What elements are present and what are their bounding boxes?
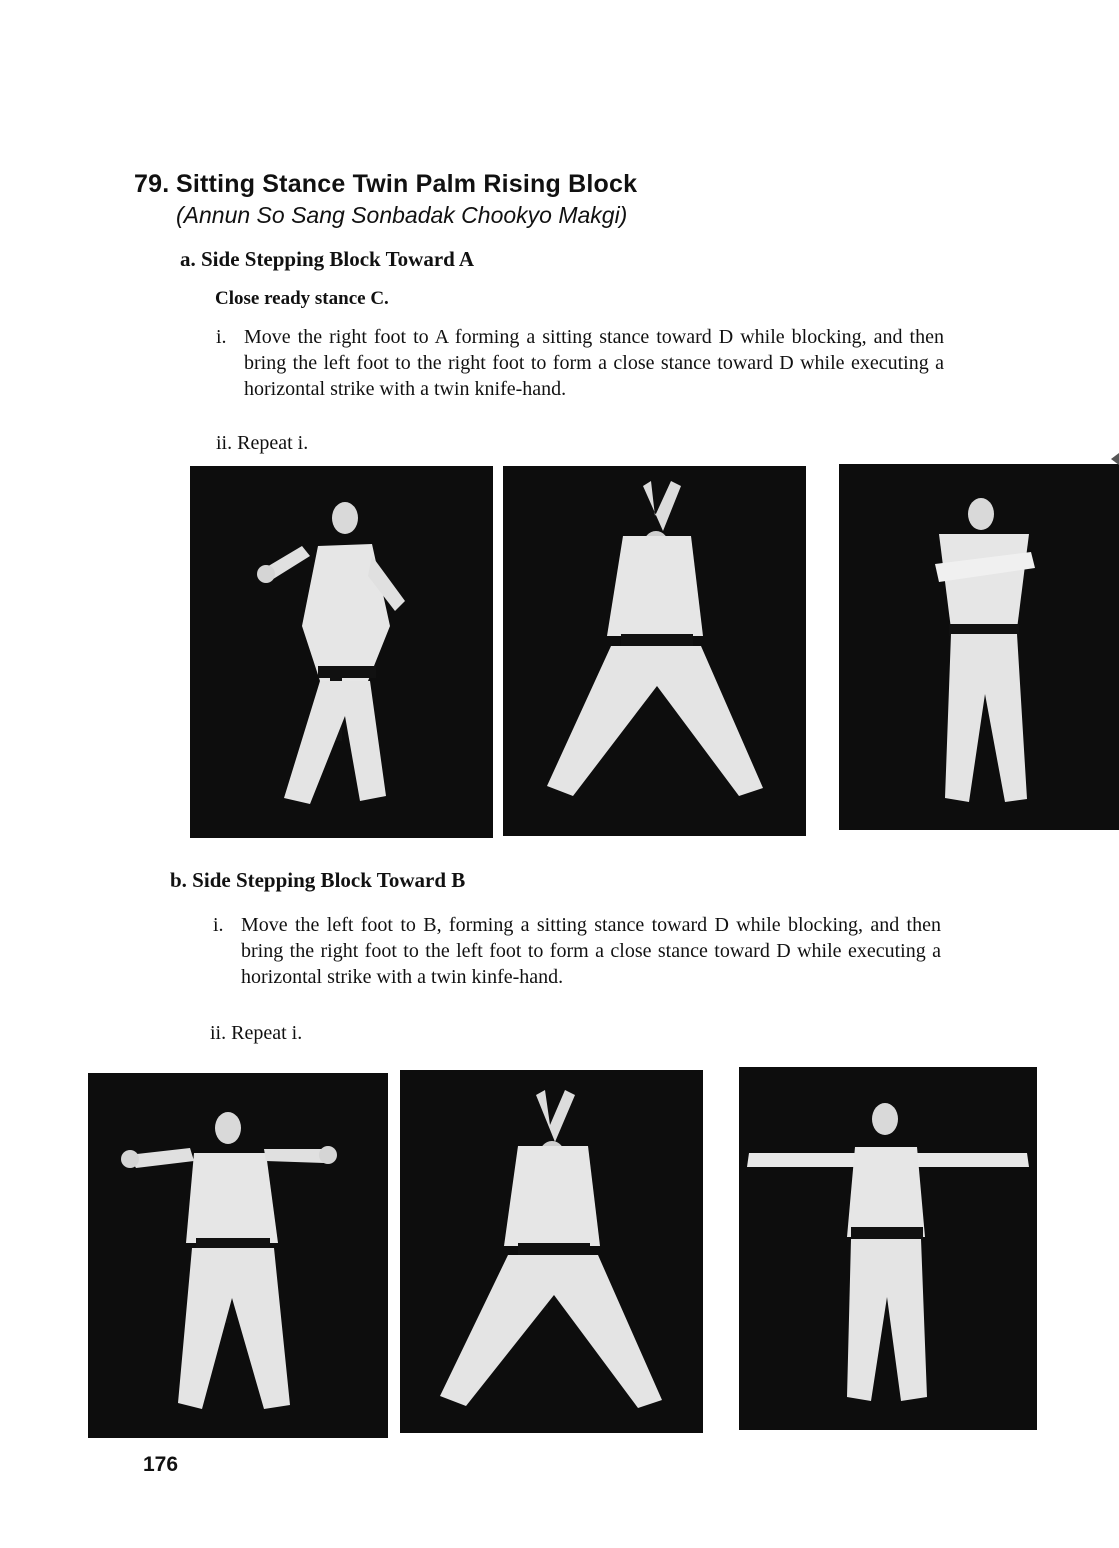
scan-artifact	[1110, 452, 1119, 464]
photo-a2	[503, 466, 806, 836]
martial-artist-photo	[88, 1073, 388, 1438]
step-marker: ii.	[210, 1022, 227, 1044]
step-text: Repeat i.	[237, 432, 309, 454]
photo-b3	[739, 1067, 1037, 1430]
step-text: Repeat i.	[231, 1022, 303, 1044]
martial-artist-photo	[739, 1067, 1037, 1430]
martial-artist-photo	[839, 464, 1119, 830]
step-marker: i.	[213, 914, 224, 936]
photo-a3	[839, 464, 1119, 830]
martial-artist-photo	[190, 466, 493, 838]
part-a-step-2	[216, 430, 516, 456]
step-text: Move the right foot to A forming a sitting stance toward D while blocking, and then bring the left foot to the right foot to form a close stance toward D while executing a horizontal strike with a twin knife-hand.	[244, 326, 944, 400]
photo-b2	[400, 1070, 703, 1433]
step-marker: ii.	[216, 432, 233, 454]
part-b-step-2	[210, 1020, 510, 1046]
martial-artist-photo	[503, 466, 806, 836]
martial-artist-photo	[400, 1070, 703, 1433]
section-title: Sitting Stance Twin Palm Rising Block	[176, 170, 638, 198]
part-a-step-1	[216, 324, 944, 402]
part-b-heading: b. Side Stepping Block Toward B	[170, 868, 466, 892]
section-number: 79.	[134, 170, 170, 198]
section-subtitle: (Annun So Sang Sonbadak Chookyo Makgi)	[176, 202, 628, 228]
page-number: 176	[143, 1453, 179, 1476]
part-a-ready-stance: Close ready stance C.	[215, 288, 389, 309]
step-text: Move the left foot to B, forming a sitting stance toward D while blocking, and then bring the right foot to the left foot to form a close stance toward D while executing a horizontal strike with a twin kinfe-hand.	[241, 914, 941, 988]
step-marker: i.	[216, 326, 227, 348]
part-b-step-1	[213, 912, 941, 990]
photo-b1	[88, 1073, 388, 1438]
part-a-heading: a. Side Stepping Block Toward A	[180, 247, 475, 271]
photo-a1	[190, 466, 493, 838]
